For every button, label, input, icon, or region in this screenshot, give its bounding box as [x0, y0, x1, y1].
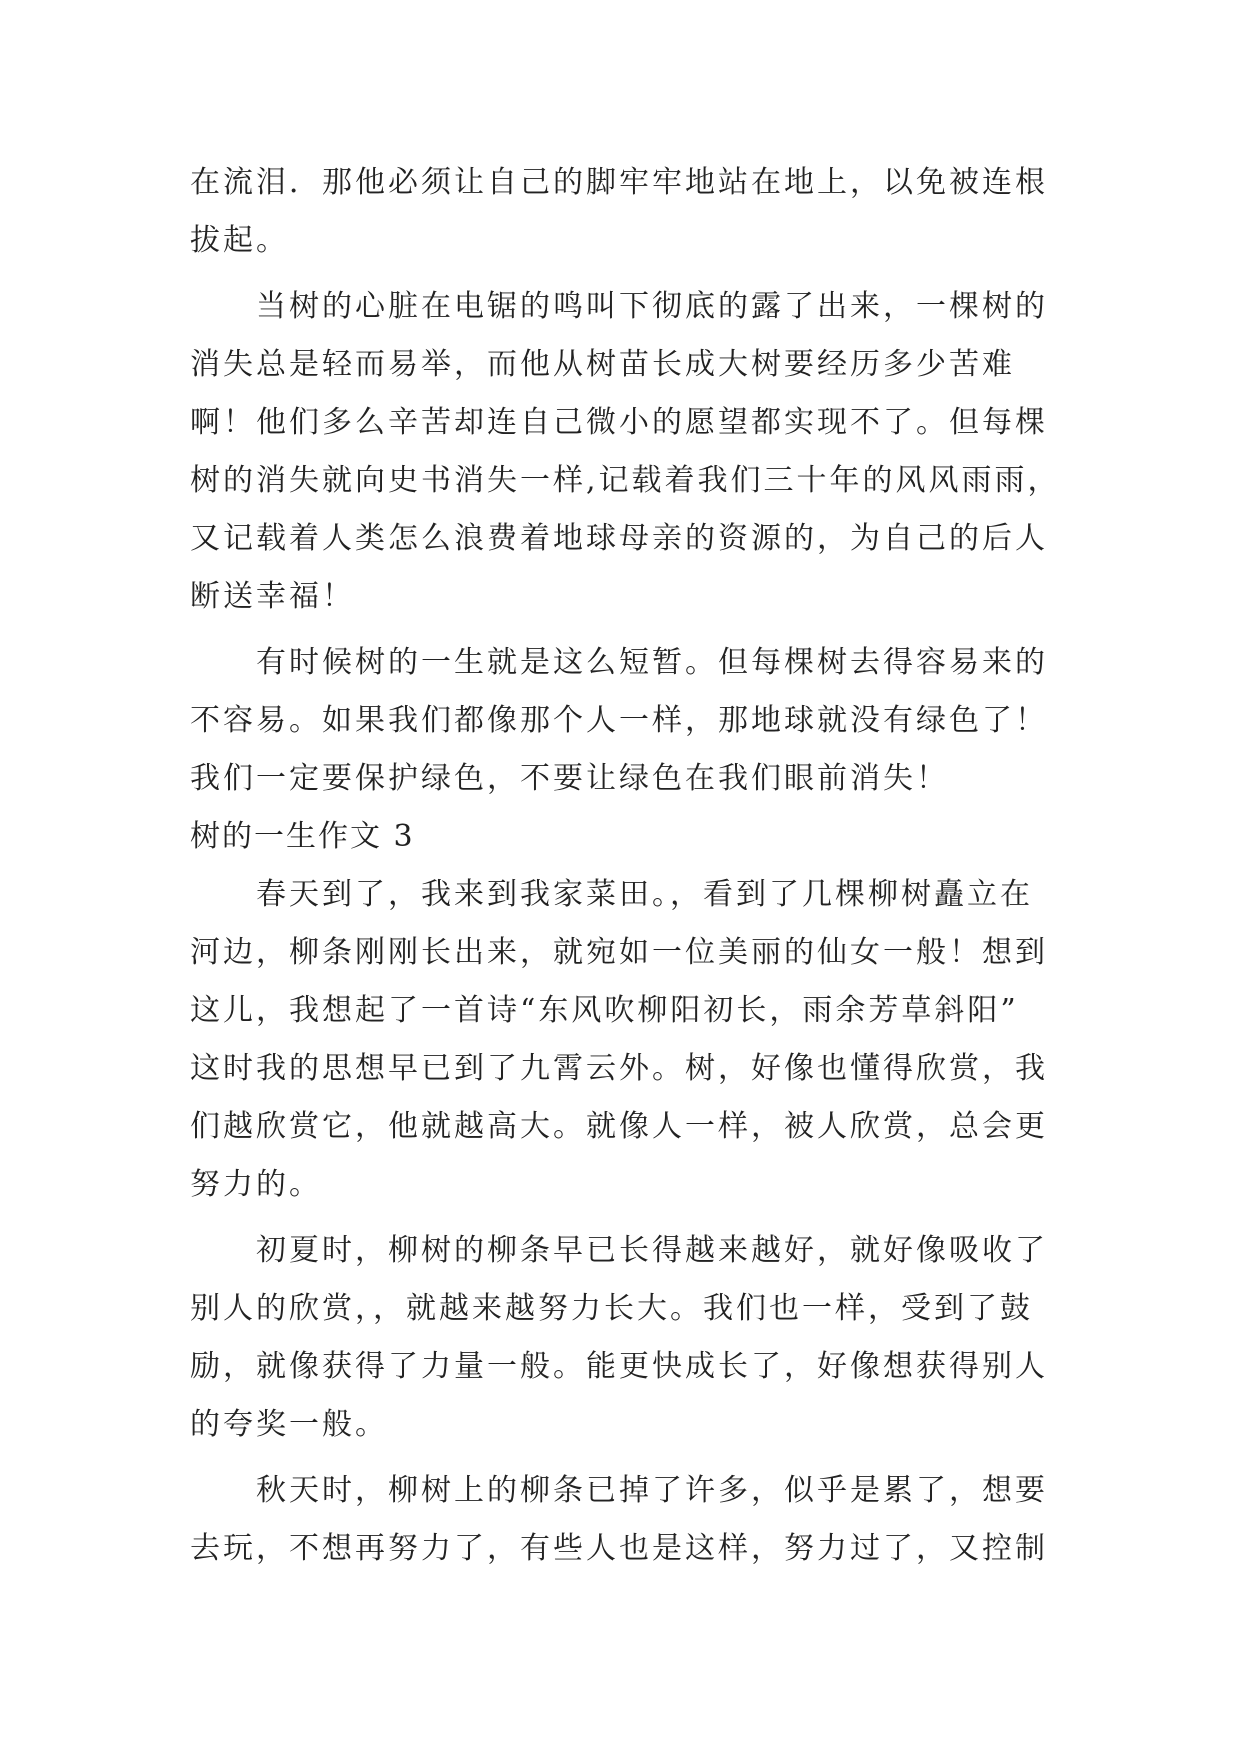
- text-line: 这儿，我想起了一首诗“东风吹柳阳初长，雨余芳草斜阳”: [190, 993, 1019, 1028]
- paragraph-first-line: 初夏时，柳树的柳条早已长得越来越好，就好像吸收了: [256, 1233, 1048, 1268]
- text-line: 我们一定要保护绿色，不要让绿色在我们眼前消失！: [190, 761, 949, 796]
- text-line: 去玩，不想再努力了，有些人也是这样，努力过了，又控制: [190, 1531, 1048, 1566]
- paragraph-first-line: 春天到了，我来到我家菜田。，看到了几棵柳树矗立在: [256, 877, 1033, 912]
- text-line: 们越欣赏它，他就越高大。就像人一样，被人欣赏，总会更: [190, 1109, 1048, 1144]
- text-line: 别人的欣赏，，就越来越努力长大。我们也一样，受到了鼓: [190, 1291, 1033, 1326]
- text-line: 啊！他们多么辛苦却连自己微小的愿望都实现不了。但每棵: [190, 405, 1048, 440]
- text-line: 又记载着人类怎么浪费着地球母亲的资源的，为自己的后人: [190, 521, 1048, 556]
- text-line: 消失总是轻而易举，而他从树苗长成大树要经历多少苦难: [190, 347, 1015, 382]
- text-line: 的夸奖一般。: [190, 1407, 388, 1442]
- text-line: 这时我的思想早已到了九霄云外。树，好像也懂得欣赏，我: [190, 1051, 1048, 1086]
- text-line: 拔起。: [190, 223, 289, 258]
- text-line: 河边，柳条刚刚长出来，就宛如一位美丽的仙女一般！想到: [190, 935, 1048, 970]
- text-line: 断送幸福！: [190, 579, 355, 614]
- section-heading: 树的一生作文 3: [190, 819, 415, 854]
- paragraph-first-line: 当树的心脏在电锯的鸣叫下彻底的露了出来，一棵树的: [256, 289, 1048, 324]
- text-line: 励，就像获得了力量一般。能更快成长了，好像想获得别人: [190, 1349, 1048, 1384]
- text-line: 在流泪．那他必须让自己的脚牢牢地站在地上，以免被连根: [190, 165, 1048, 200]
- document-body: [190, 154, 1060, 1578]
- text-line: 努力的。: [190, 1167, 322, 1202]
- text-line: 树的消失就向史书消失一样,记载着我们三十年的风风雨雨，: [190, 463, 1061, 498]
- text-line: 不容易。如果我们都像那个人一样，那地球就没有绿色了！: [190, 703, 1048, 738]
- paragraph-first-line: 秋天时，柳树上的柳条已掉了许多，似乎是累了，想要: [256, 1473, 1048, 1508]
- paragraph-first-line: 有时候树的一生就是这么短暂。但每棵树去得容易来的: [256, 645, 1048, 680]
